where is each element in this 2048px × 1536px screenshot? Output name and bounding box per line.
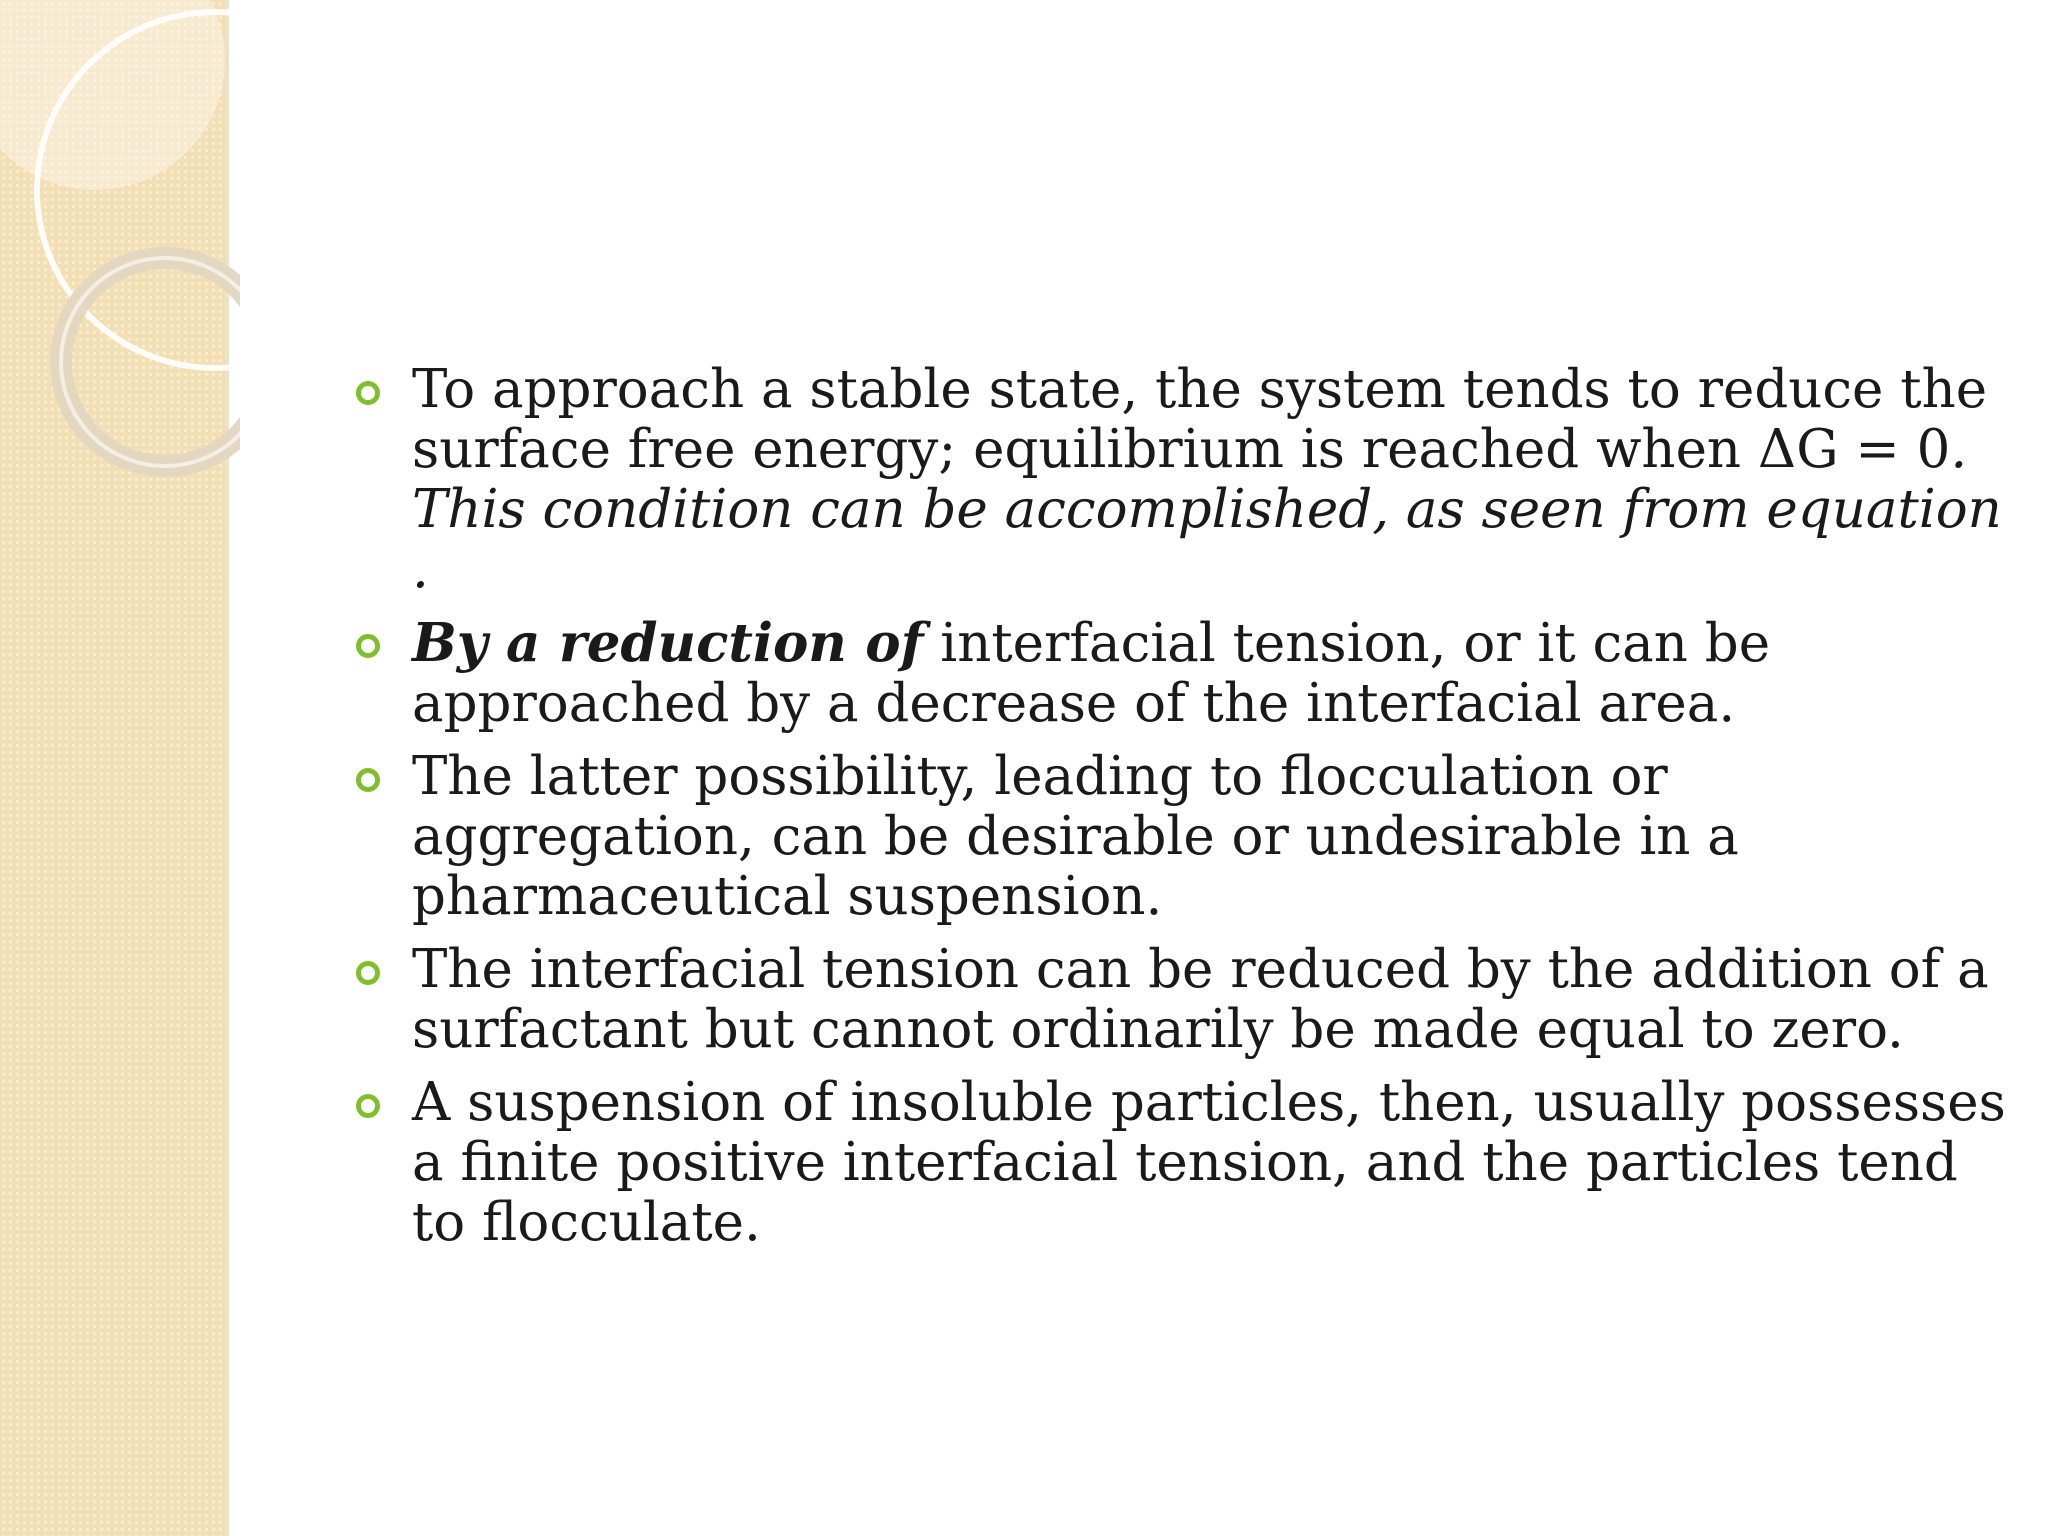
bullet-2-text: interfacial tension, or it can be approached by a decrease of the interfacial area. [412, 613, 1771, 734]
bullet-item-1 [350, 360, 2010, 600]
ring-bullet-icon [356, 381, 380, 405]
bullet-4-text: The interfacial tension can be reduced by the addition of a surfactant but cannot ordinarily be made equal to zero. [412, 939, 1989, 1060]
bullet-1-text: To approach a stable state, the system tends to reduce the surface free energy; equilibrium is reached when [412, 359, 1988, 480]
ring-bullet-icon [356, 961, 380, 985]
bullet-5-text: A suspension of insoluble particles, then, usually possesses a finite positive interfacial tension, and the particles tend to flocculate. [412, 1072, 2006, 1253]
bullet-item-4 [350, 940, 2010, 1060]
bullet-item-3 [350, 747, 2010, 927]
decorative-circles [0, 0, 240, 520]
delta-g-equation: ΔG = 0 [1757, 419, 1951, 480]
bullet-3-text: The latter possibility, leading to flocculation or aggregation, can be desirable or undesirable in a pharmaceutical suspension. [412, 746, 1739, 927]
ring-bullet-icon [356, 634, 380, 658]
slide-content [350, 360, 2010, 1266]
ring-bullet-icon [356, 1094, 380, 1118]
ring-bullet-icon [356, 768, 380, 792]
bullet-item-5 [350, 1073, 2010, 1253]
bullet-2-emphasis: By a reduction of [412, 612, 924, 674]
bullet-1-italic-text: . This condition can be accomplished, as seen from equation . [412, 419, 2002, 600]
bullet-item-2 [350, 613, 2010, 734]
